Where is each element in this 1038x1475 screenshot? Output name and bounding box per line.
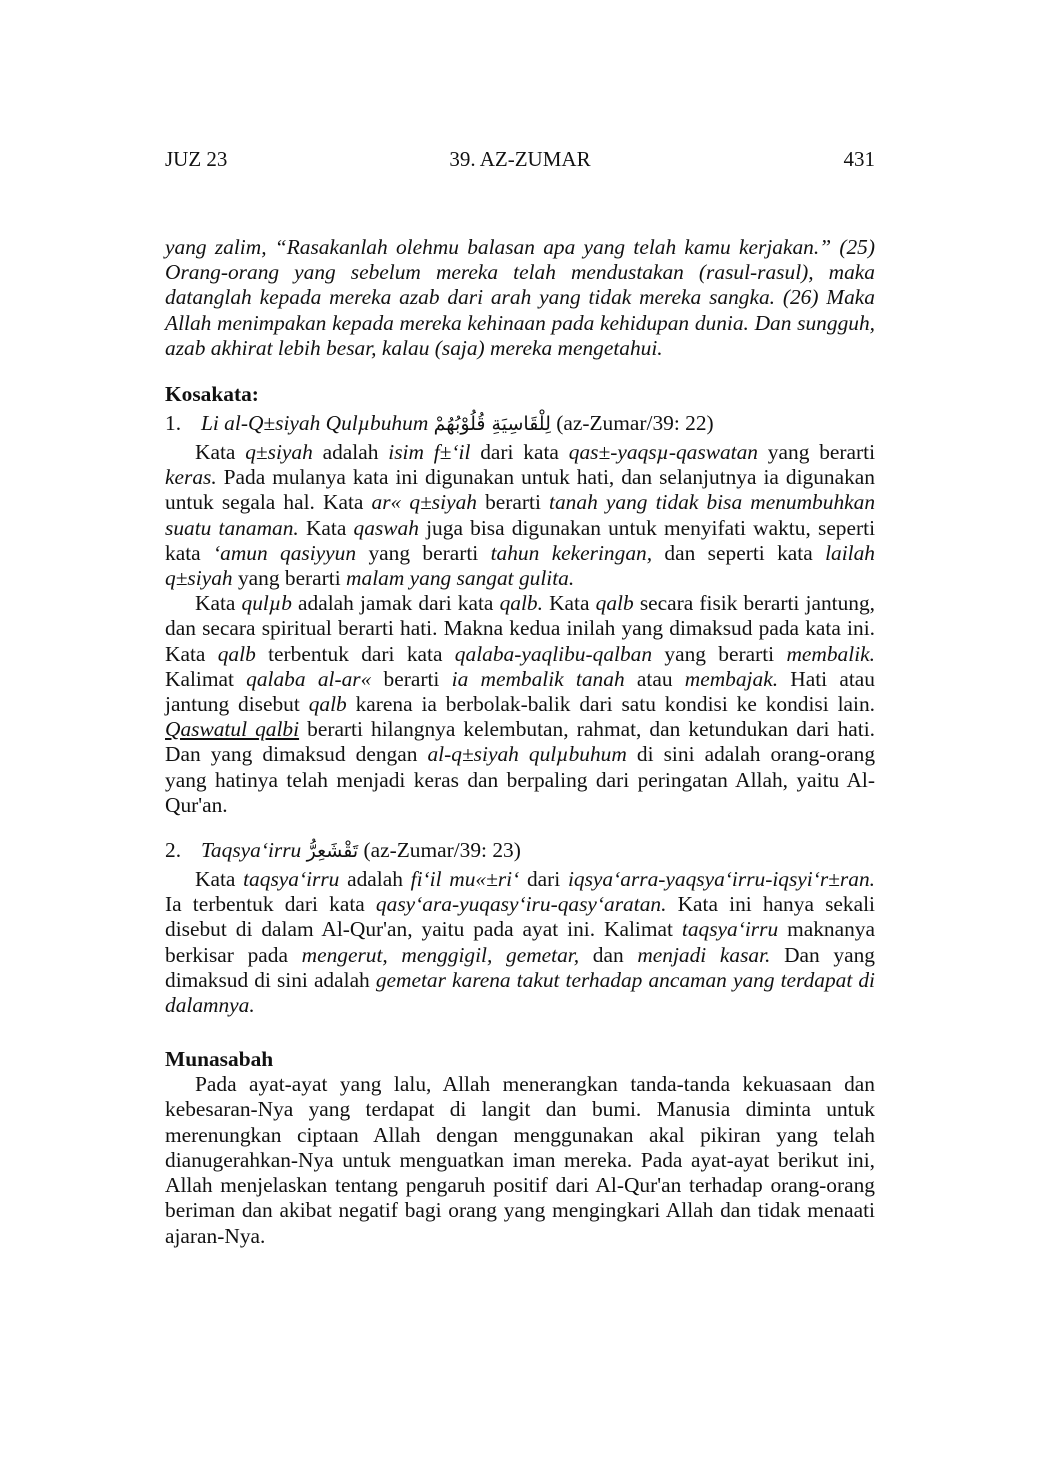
running-header (165, 145, 875, 173)
vocab-title (165, 834, 875, 867)
vocab-number: 2. (165, 838, 182, 863)
vocab-title (165, 407, 875, 440)
juz-label: JUZ 23 (165, 147, 228, 171)
vocab-paragraph: Kata q±siyah adalah isim f±‘il dari kata qas±-yaqsµ-qaswatan yang berarti keras. Pada mulanya kata ini digunakan untuk hati, dan selanjutnya ia digunakan untuk segala hal. Kata ar« q±siyah berarti tanah yang tidak bisa menumbuhkan suatu tanaman. Kata qaswah juga bisa digunakan untuk menyifati waktu, seperti kata ‘amun qasiyyun yang berarti tahun kekeringan, dan seperti kata lailah q±siyah yang berarti malam yang sangat gulita. (165, 440, 876, 591)
verse-translation: yang zalim, “Rasakanlah olehmu balasan apa yang telah kamu kerjakan.” (25) Orang-orang yang sebelum mereka telah mendustakan (rasul-rasul), maka datanglah kepada mereka azab dari arah yang tidak mereka sangka. (26) Maka Allah menimpakan kepada mereka kehinaan pada kehidupan dunia. Dan sungguh, azab akhirat lebih besar, kalau (saja) mereka mengetahui. (165, 235, 875, 360)
page-number: 431 (843, 147, 875, 171)
vocab-term: Li al-Q±siyah Qulµbuhum (201, 411, 429, 436)
vocab-reference: (az-Zumar/39: 22) (556, 411, 714, 436)
munasabah-paragraph: Pada ayat-ayat yang lalu, Allah menerangkan tanda-tanda kekuasaan dan kebesaran-Nya yang terdapat di langit dan bumi. Manusia diminta untuk merenungkan ciptaan Allah dengan menggunakan akal pikiran yang telah dianugerahkan-Nya untuk menguatkan iman mereka. Pada ayat-ayat berikut ini, Allah menjelaskan tentang pengaruh positif dari Al-Qur'an terhadap orang-orang beriman dan akibat negatif bagi orang yang mengingkari Allah dan tidak menaati ajaran-Nya. (165, 1072, 875, 1248)
vocab-item-1 (165, 407, 875, 818)
vocab-arabic: تَقْشَعِرُّ (306, 840, 359, 863)
kosakata-heading: Kosakata: (165, 382, 259, 407)
vocab-arabic: لِلْقَاسِيَةِ قُلُوْبُهُمْ (433, 413, 551, 436)
vocab-term: Taqsya‘irru (201, 838, 302, 863)
vocab-paragraph: Kata taqsya‘irru adalah fi‘il mu«±ri‘ dari iqsya‘arra-yaqsya‘irru-iqsyi‘r±ran. Ia terbentuk dari kata qasy‘ara-yuqasy‘iru-qasy‘aratan. Kata ini hanya sekali disebut di dalam Al-Qur'an, yaitu pada ayat ini. Kalimat taqsya‘irru maknanya berkisar pada mengerut, menggigil, gemetar, dan menjadi kasar. Dan yang dimaksud di sini adalah gemetar karena takut terhadap ancaman yang terdapat di dalamnya. (165, 867, 875, 1018)
vocab-reference: (az-Zumar/39: 23) (363, 838, 521, 863)
vocab-paragraph: Kata qulµb adalah jamak dari kata qalb. Kata qalb secara fisik berarti jantung, dan secara spiritual berarti hati. Makna kedua inilah yang dimaksud pada kata ini. Kata qalb terbentuk dari kata qalaba-yaqlibu-qalban yang berarti membalik. Kalimat qalaba al-ar« berarti ia membalik tanah atau membajak. Hati atau jantung disebut qalb karena ia berbolak-balik dari satu kondisi ke kondisi lain. Qaswatul qalbi berarti hilangnya kelembutan, rahmat, dan ketundukan dari hati. Dan yang dimaksud dengan al-q±siyah qulµbuhum di sini adalah orang-orang yang hatinya telah menjadi keras dan berpaling dari peringatan Allah, yaitu Al-Qur'an. (165, 591, 876, 817)
surah-title: 39. AZ-ZUMAR (449, 147, 591, 171)
vocab-item-2 (165, 834, 875, 1018)
vocab-number: 1. (165, 411, 182, 436)
document-page (165, 145, 875, 1249)
munasabah-heading: Munasabah (165, 1047, 274, 1072)
